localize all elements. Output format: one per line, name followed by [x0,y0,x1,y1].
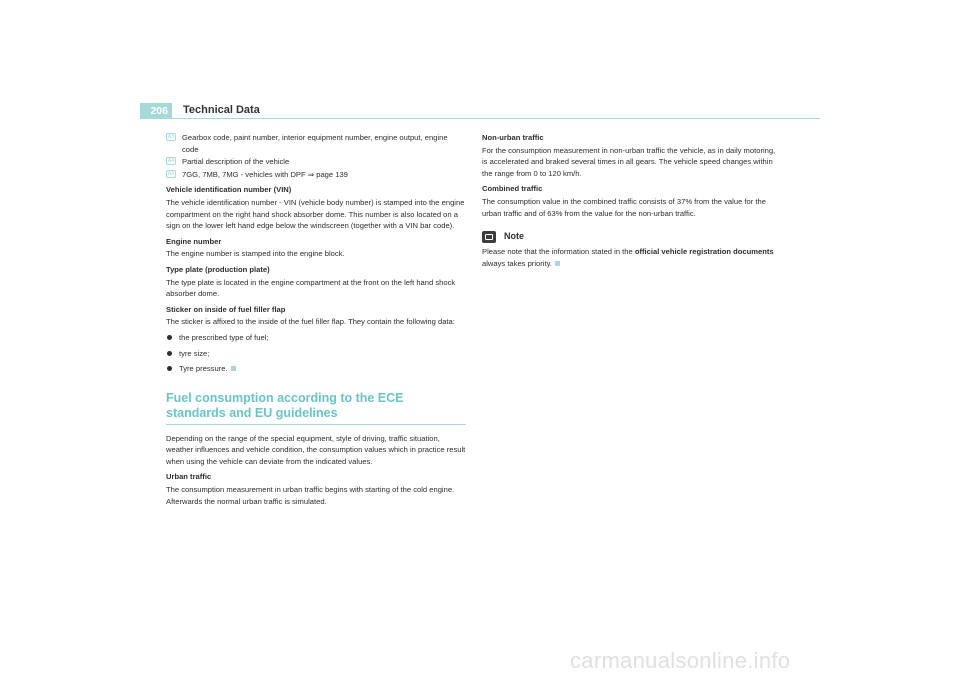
vin-text: The vehicle identification number - VIN (vehicle body number) is stamped into the engine compartment on the right hand shock absorber dome. This number is also located on a sign on the lower left hand edge below the windscreen (together with a VIN bar code). [166,197,465,231]
note-text-post: always takes priority. [482,258,552,268]
marker-a3: A3 [167,134,175,140]
bullet-icon [167,351,172,356]
note-text-bold: official vehicle registration documents [634,247,774,257]
header-rule [172,118,820,119]
legend-item [166,156,466,168]
engine-number-text: The engine number is stamped into the engine block. [166,249,345,259]
engine-number-heading: Engine number [166,236,222,246]
vin-heading: Vehicle identification number (VIN) [166,185,292,195]
combined-traffic-text: The consumption value in the combined traffic consists of 37% from the value for the urban traffic and of 63% from the value for the non-urban traffic. [482,196,766,218]
note-label: Note [504,231,524,242]
list-item-text: Tyre pressure. [179,364,228,374]
marker-a4: A4 [167,158,175,165]
list-item [166,363,466,375]
list-item-text: tyre size; [179,348,210,358]
watermark: carmanualsonline.info [570,648,791,673]
note-text [482,246,782,269]
urban-traffic-heading: Urban traffic [166,472,212,482]
list-item [166,348,466,360]
section-end-icon [555,261,560,266]
legend-item-text: 7GG, 7MB, 7MG - vehicles with DPF ⇒ page 139 [182,169,348,179]
note-text-pre: Please note that the information stated in the [482,247,635,257]
list-item [166,332,466,344]
left-column [166,132,466,511]
list-item-text: the prescribed type of fuel; [179,332,269,342]
legend-item [166,169,466,181]
urban-traffic-text: The consumption measurement in urban traffic begins with starting of the cold engine. Afterwards the normal urban traffic is simulated. [166,485,455,506]
section-end-icon [231,366,236,371]
legend-item [166,132,466,155]
combined-traffic-heading: Combined traffic [482,184,543,194]
section-title: Fuel consumption according to the ECE standards and EU guidelines [166,391,466,425]
type-plate-heading: Type plate (production plate) [166,264,270,274]
right-column [482,132,782,273]
nonurban-traffic-heading: Non-urban traffic [482,133,544,142]
note-header [482,231,782,243]
nonurban-traffic-text: For the consumption measurement in non-urban traffic the vehicle, as in daily motoring, is accelerated and braked several times in all gears. The vehicle speed changes within the range from 0 to 120 km/h. [482,145,776,178]
legend-item-text: Gearbox code, paint number, interior equipment number, engine output, engine code [182,133,448,154]
sticker-heading: Sticker on inside of fuel filler flap [166,304,286,314]
note-icon [482,231,496,243]
type-plate-text: The type plate is located in the engine compartment at the front on the left hand shock absorber dome. [166,277,456,299]
page-number: 206 [140,103,172,119]
sticker-text: The sticker is affixed to the inside of the fuel filler flap. They contain the following data: [166,317,455,327]
section-intro-text: Depending on the range of the special equipment, style of driving, traffic situation, weather influences and vehicle condition, the consumption values which in practice result when using the vehicle can deviate from the indicated values. [166,433,466,466]
bullet-icon [167,366,172,371]
marker-a5: A5 [167,170,175,177]
legend-item-text: Partial description of the vehicle [182,157,290,167]
header-title: Technical Data [183,104,260,116]
bullet-icon [167,335,172,340]
